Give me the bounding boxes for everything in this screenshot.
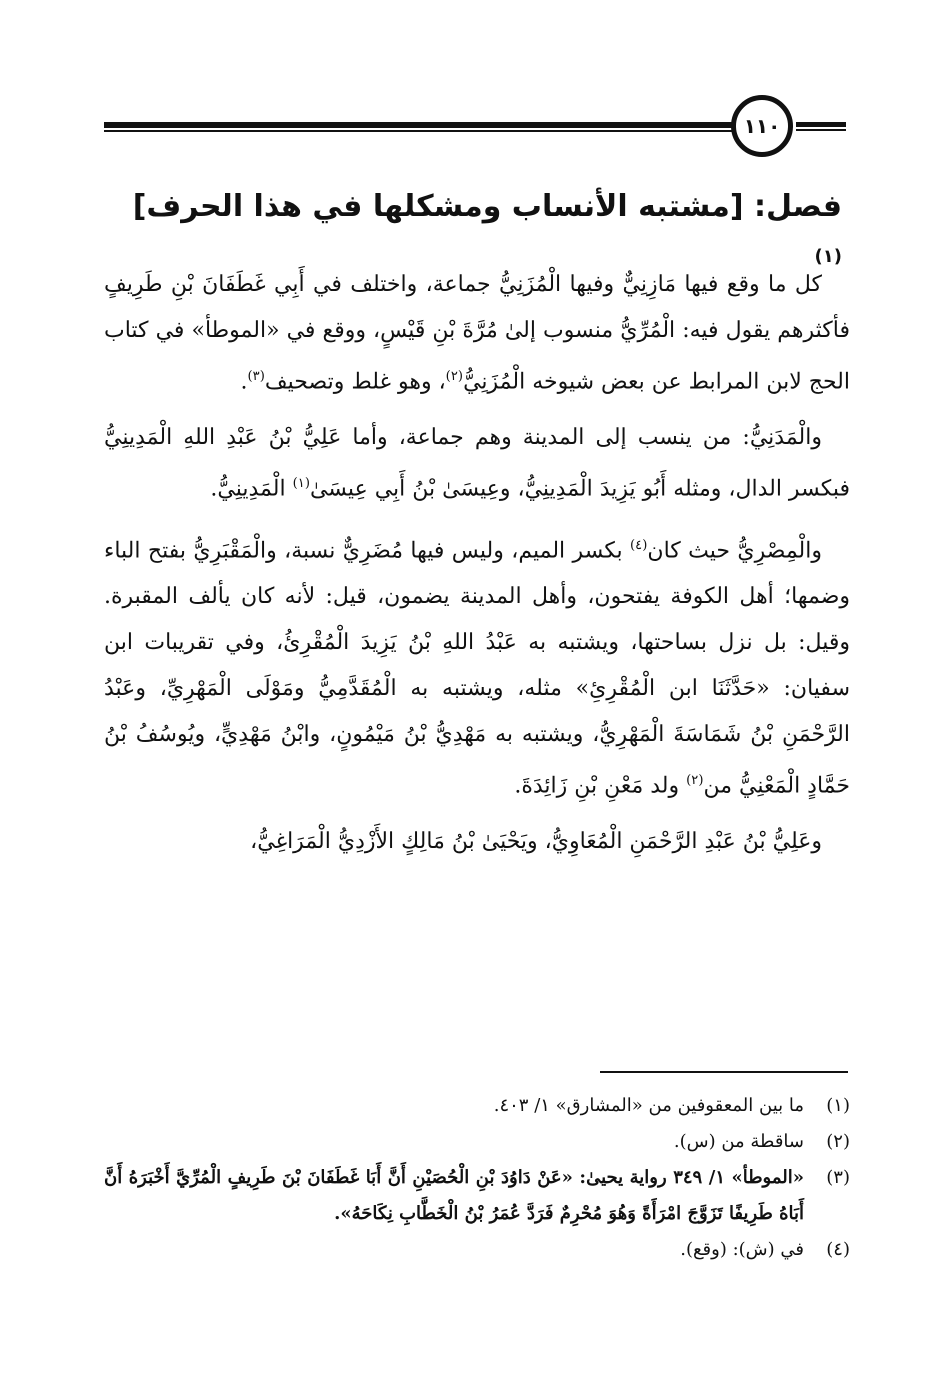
footnote-text: في (ش): (وقع). — [680, 1239, 804, 1260]
footnote-number: (٤) — [826, 1239, 850, 1260]
header-rule-stub — [796, 122, 846, 132]
paragraph-2 — [104, 415, 850, 512]
paragraph-2-text: والْمَدَنِيُّ: من ينسب إلى المدينة وهم جماعة، وأما عَلِيُّ بْنُ عَبْدِ اللهِ الْمَدِينِيُّ فبكسر الدال، ومثله أَبُو يَزِيدَ الْمَدِينِيُّ، وعِيسَىٰ بْنُ أَبِي عِيسَىٰ — [104, 425, 850, 502]
footnote-number: (١) — [826, 1095, 850, 1116]
footnotes — [104, 1088, 850, 1268]
paragraph-2-text-2: الْمَدِينِيُّ. — [210, 476, 293, 502]
paragraph-4 — [104, 819, 850, 865]
section-heading-text: فصل: [مشتبه الأنساب ومشكلها في هذا الحرف] — [132, 189, 842, 224]
paragraph-1-text-3: . — [240, 369, 248, 395]
footnote-number: (٣) — [826, 1167, 850, 1188]
header-rule-thick — [104, 122, 732, 128]
footnote-marker: (١) — [292, 476, 310, 492]
header-rule-thin — [104, 130, 732, 132]
header-rule — [104, 120, 732, 134]
paragraph-3-text-2: بكسر الميم، وليس فيها مُضَرِيٌّ نسبة، والْمَقْبَرِيُّ بفتح الباء وضمها؛ أهل الكوفة يفتحون، وأهل المدينة يضمون، قيل: لأنه كان يألف المقبرة. وقيل: بل نزل بساحتها، ويشتبه به عَبْدُ اللهِ بْنُ يَزِيدَ الْمُقْرِئُ، وفي تقريبات ابن سفيان: «حَدَّثَنَا ابن الْمُقْرِئِ» مثله، ويشتبه به الْمُقَدَّمِيُّ ومَوْلَى الْمَهْرِيِّ، وعَبْدُ الرَّحْمَنِ بْنُ شَمَاسَةَ الْمَهْرِيُّ، ويشتبه به مَهْدِيُّ بْنُ مَيْمُونٍ، وابْنُ مَهْدِيٍّ، ويُوسُفُ بْنُ حَمَّادٍ الْمَعْنِيُّ من — [104, 537, 850, 799]
footnote — [104, 1124, 850, 1160]
footnote — [104, 1160, 850, 1232]
footnote-text: ما بين المعقوفين من «المشارق» ١/ ٤٠٣. — [493, 1095, 804, 1116]
body-text — [104, 262, 850, 865]
paragraph-3 — [104, 523, 850, 810]
footnote-text: ساقطة من (س). — [673, 1131, 804, 1152]
footnotes-divider — [600, 1071, 848, 1073]
paragraph-3-text: والْمِصْرِيُّ حيث كان — [647, 537, 822, 563]
footnote — [104, 1232, 850, 1268]
heading-footnote-marker: (١) — [814, 246, 842, 267]
footnote-marker: (٢) — [445, 369, 464, 384]
paragraph-3-text-3: ولد مَعْنِ بْنِ زَائِدَةَ. — [514, 773, 687, 799]
footnote-text: «الموطأ» ١/ ٣٤٩ رواية يحيىٰ: «عَنْ دَاوُدَ بْنِ الْحُصَيْنِ أَنَّ أَبَا غَطَفَانَ بْنَ طَرِيفٍ الْمُرِّيَّ أَخْبَرَهُ أَنَّ أَبَاهُ طَرِيفًا تَزَوَّجَ امْرَأَةً وَهُوَ مُحْرِمٌ فَرَدَّ عُمَرُ بْنُ الْخَطَّابِ نِكَاحَهُ». — [104, 1167, 804, 1224]
footnote-number: (٢) — [826, 1131, 850, 1152]
footnote — [104, 1088, 850, 1124]
header-stub-thick — [796, 122, 846, 127]
header-stub-thin — [796, 129, 846, 131]
paragraph-1-text-2: ، وهو غلط وتصحيف — [264, 369, 446, 395]
footnote-marker: (٣) — [247, 369, 265, 384]
footnote-marker: (٤) — [630, 537, 648, 553]
paragraph-1 — [104, 262, 850, 405]
footnote-marker: (٢) — [686, 772, 704, 788]
paragraph-1-text: كل ما وقع فيها مَازِنِيٌّ وفيها الْمُزَنِيُّ جماعة، واختلف في أَبِي غَطَفَانَ بْنِ طَرِيفٍ فأكثرهم يقول فيه: الْمُرِّيُّ منسوب إلىٰ مُرَّةَ بْنِ قَيْسٍ، ووقع في «الموطأ» في كتاب الحج لابن المرابط عن بعض شيوخه الْمُزَنِيُّ — [104, 272, 850, 395]
paragraph-4-text: وعَلِيُّ بْنُ عَبْدِ الرَّحْمَنِ الْمُعَاوِيُّ، ويَحْيَىٰ بْنُ مَالِكٍ الأَزْدِيُّ الْمَرَاغِيُّ، — [250, 829, 822, 855]
page-number: ١١٠ — [731, 95, 793, 157]
